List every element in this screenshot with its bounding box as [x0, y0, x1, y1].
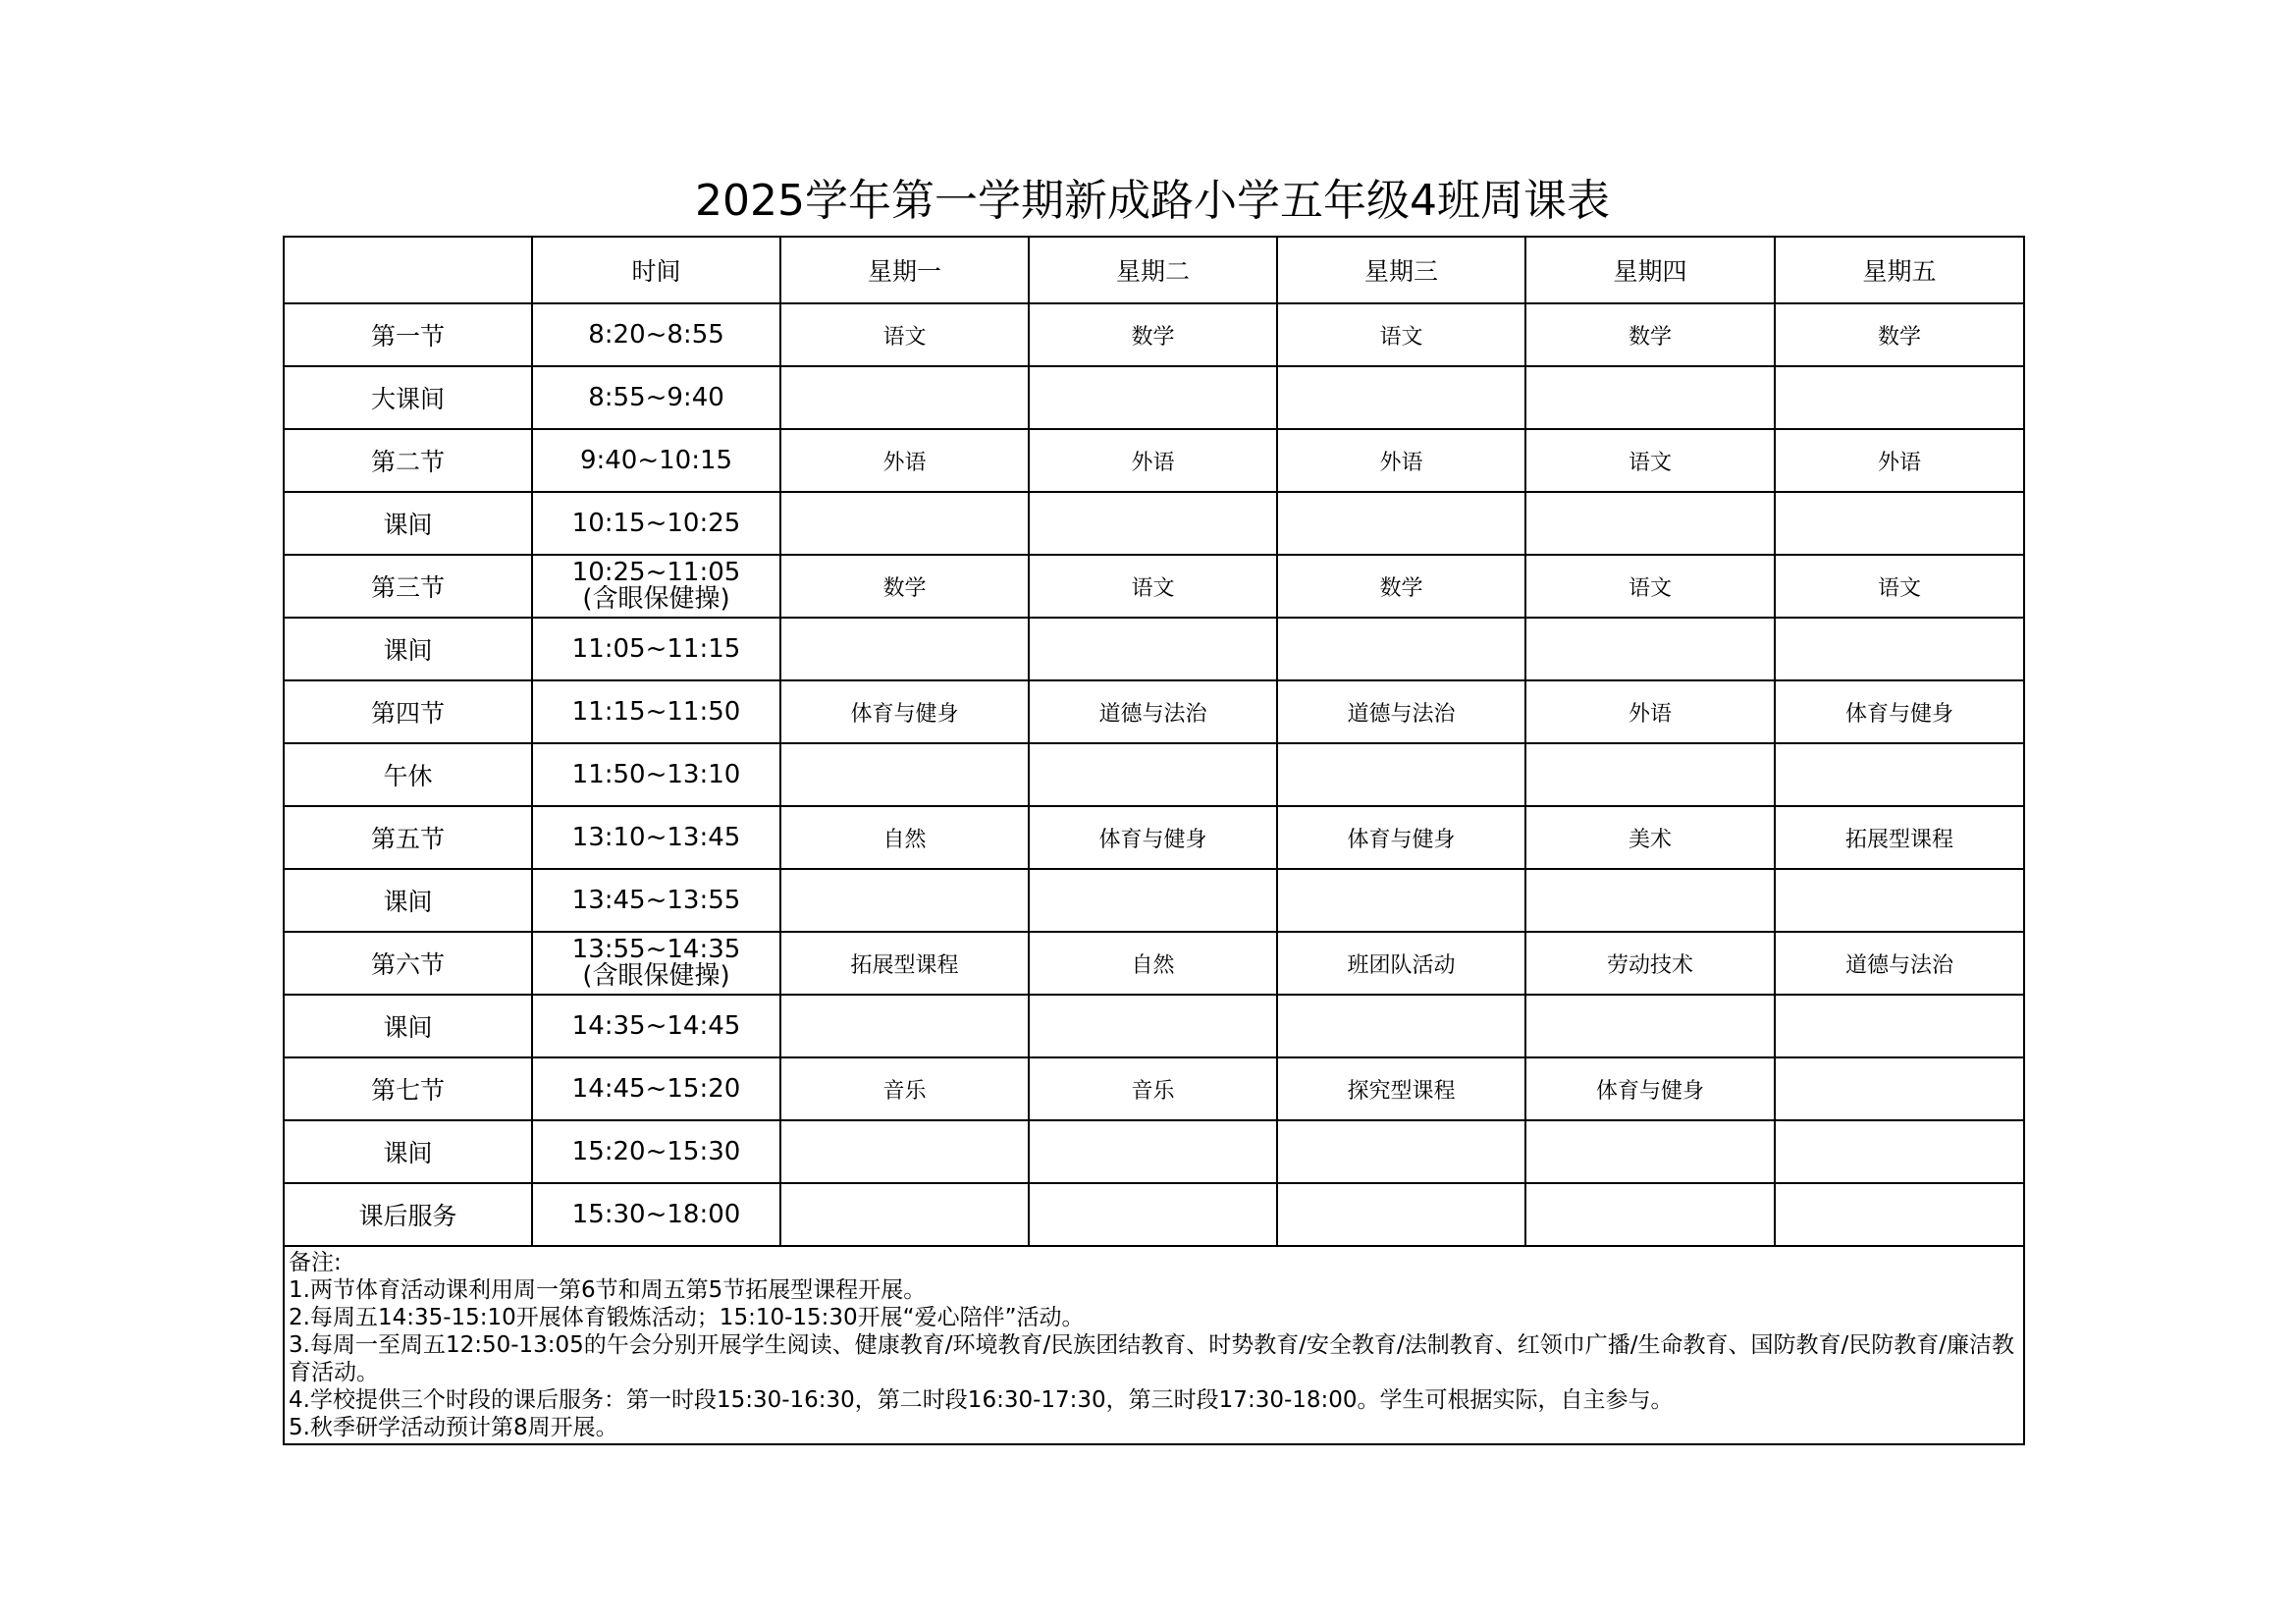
subject-cell-friday	[1775, 366, 2024, 429]
period-label: 课间	[284, 1120, 532, 1183]
time-range: 14:45~15:20	[571, 1073, 741, 1104]
time-cell	[532, 492, 780, 555]
time-range: 11:15~11:50	[571, 696, 741, 727]
time-cell	[532, 869, 780, 932]
time-cell	[532, 932, 780, 995]
time-range: 13:45~13:55	[571, 885, 741, 915]
subject-cell-thursday: 数学	[1525, 303, 1775, 366]
note-item: 3.每周一至周五12:50-13:05的午会分别开展学生阅读、健康教育/环境教育/民族团结教育、时势教育/安全教育/法制教育、红领巾广播/生命教育、国防教育/民防教育/廉洁教育活动。	[289, 1332, 2015, 1385]
period-label: 课间	[284, 995, 532, 1057]
subject-cell-thursday: 语文	[1525, 555, 1775, 618]
period-label: 课间	[284, 869, 532, 932]
period-label: 第四节	[284, 680, 532, 743]
schedule-row	[284, 555, 2024, 618]
subject-cell-wednesday: 道德与法治	[1277, 680, 1525, 743]
period-label: 课间	[284, 618, 532, 680]
subject-cell-friday: 体育与健身	[1775, 680, 2024, 743]
time-range: 9:40~10:15	[579, 445, 733, 475]
subject-cell-wednesday	[1277, 1183, 1525, 1246]
subject-cell-monday	[780, 618, 1029, 680]
subject-cell-friday: 拓展型课程	[1775, 806, 2024, 869]
time-cell	[532, 618, 780, 680]
header-day-friday: 星期五	[1775, 237, 2024, 303]
header-row	[284, 237, 2024, 303]
time-range: 15:20~15:30	[571, 1136, 741, 1166]
subject-cell-friday	[1775, 1057, 2024, 1120]
time-note: (含眼保健操)	[582, 584, 730, 614]
period-label: 第五节	[284, 806, 532, 869]
subject-cell-friday: 数学	[1775, 303, 2024, 366]
schedule-row	[284, 680, 2024, 743]
subject-cell-friday: 外语	[1775, 429, 2024, 492]
header-day-thursday: 星期四	[1525, 237, 1775, 303]
time-cell	[532, 1183, 780, 1246]
subject-cell-wednesday	[1277, 366, 1525, 429]
time-range: 8:20~8:55	[588, 319, 724, 350]
notes-row	[284, 1246, 2024, 1444]
time-cell	[532, 1057, 780, 1120]
time-cell	[532, 806, 780, 869]
subject-cell-thursday: 语文	[1525, 429, 1775, 492]
header-day-tuesday: 星期二	[1029, 237, 1277, 303]
time-range: 8:55~9:40	[588, 382, 724, 412]
subject-cell-wednesday	[1277, 618, 1525, 680]
schedule-row	[284, 1120, 2024, 1183]
subject-cell-wednesday	[1277, 743, 1525, 806]
subject-cell-monday: 拓展型课程	[780, 932, 1029, 995]
schedule-row	[284, 743, 2024, 806]
time-cell	[532, 995, 780, 1057]
subject-cell-tuesday	[1029, 869, 1277, 932]
note-item: 4.学校提供三个时段的课后服务：第一时段15:30-16:30，第二时段16:30-17:30，第三时段17:30-18:00。学生可根据实际，自主参与。	[289, 1387, 1674, 1413]
period-label: 第一节	[284, 303, 532, 366]
schedule-row	[284, 869, 2024, 932]
time-range: 14:35~14:45	[571, 1010, 741, 1041]
subject-cell-thursday	[1525, 995, 1775, 1057]
subject-cell-thursday	[1525, 869, 1775, 932]
subject-cell-thursday	[1525, 743, 1775, 806]
time-range: 10:15~10:25	[571, 508, 741, 538]
time-range: 11:50~13:10	[571, 759, 741, 789]
schedule-row	[284, 492, 2024, 555]
subject-cell-monday: 数学	[780, 555, 1029, 618]
subject-cell-wednesday: 探究型课程	[1277, 1057, 1525, 1120]
note-item: 2.每周五14:35-15:10开展体育锻炼活动；15:10-15:30开展“爱心陪伴”活动。	[289, 1305, 1085, 1330]
subject-cell-monday: 音乐	[780, 1057, 1029, 1120]
subject-cell-tuesday: 外语	[1029, 429, 1277, 492]
subject-cell-monday: 自然	[780, 806, 1029, 869]
period-label: 第六节	[284, 932, 532, 995]
schedule-row	[284, 806, 2024, 869]
schedule-table	[283, 236, 2025, 1445]
subject-cell-friday: 语文	[1775, 555, 2024, 618]
page-title: 2025学年第一学期新成路小学五年级4班周课表	[695, 176, 1610, 226]
time-range: 10:25~11:05	[571, 558, 741, 587]
subject-cell-monday	[780, 492, 1029, 555]
subject-cell-wednesday: 外语	[1277, 429, 1525, 492]
subject-cell-thursday	[1525, 366, 1775, 429]
subject-cell-wednesday	[1277, 492, 1525, 555]
subject-cell-monday	[780, 995, 1029, 1057]
time-range: 13:10~13:45	[571, 822, 741, 852]
subject-cell-tuesday	[1029, 492, 1277, 555]
subject-cell-friday	[1775, 743, 2024, 806]
time-note: (含眼保健操)	[582, 961, 730, 991]
subject-cell-tuesday: 语文	[1029, 555, 1277, 618]
subject-cell-monday	[780, 869, 1029, 932]
subject-cell-wednesday	[1277, 1120, 1525, 1183]
subject-cell-friday	[1775, 618, 2024, 680]
subject-cell-wednesday	[1277, 995, 1525, 1057]
subject-cell-monday	[780, 743, 1029, 806]
period-label: 第三节	[284, 555, 532, 618]
subject-cell-wednesday: 数学	[1277, 555, 1525, 618]
subject-cell-wednesday: 班团队活动	[1277, 932, 1525, 995]
subject-cell-tuesday	[1029, 1183, 1277, 1246]
subject-cell-tuesday	[1029, 618, 1277, 680]
subject-cell-tuesday: 数学	[1029, 303, 1277, 366]
subject-cell-wednesday	[1277, 869, 1525, 932]
subject-cell-tuesday: 音乐	[1029, 1057, 1277, 1120]
schedule-row	[284, 995, 2024, 1057]
time-cell	[532, 743, 780, 806]
subject-cell-thursday: 劳动技术	[1525, 932, 1775, 995]
subject-cell-friday: 道德与法治	[1775, 932, 2024, 995]
header-time: 时间	[532, 237, 780, 303]
subject-cell-monday: 外语	[780, 429, 1029, 492]
subject-cell-wednesday: 语文	[1277, 303, 1525, 366]
subject-cell-tuesday: 自然	[1029, 932, 1277, 995]
subject-cell-friday	[1775, 1120, 2024, 1183]
subject-cell-thursday	[1525, 1183, 1775, 1246]
time-cell	[532, 1120, 780, 1183]
subject-cell-tuesday: 道德与法治	[1029, 680, 1277, 743]
subject-cell-tuesday	[1029, 1120, 1277, 1183]
time-cell	[532, 555, 780, 618]
subject-cell-friday	[1775, 1183, 2024, 1246]
header-day-monday: 星期一	[780, 237, 1029, 303]
subject-cell-tuesday	[1029, 995, 1277, 1057]
subject-cell-friday	[1775, 492, 2024, 555]
schedule-row	[284, 932, 2024, 995]
note-item: 1.两节体育活动课利用周一第6节和周五第5节拓展型课程开展。	[289, 1277, 927, 1303]
time-cell	[532, 680, 780, 743]
period-label: 第七节	[284, 1057, 532, 1120]
subject-cell-friday	[1775, 869, 2024, 932]
subject-cell-monday: 体育与健身	[780, 680, 1029, 743]
header-blank-cell	[284, 237, 532, 303]
schedule-row	[284, 303, 2024, 366]
subject-cell-monday	[780, 1120, 1029, 1183]
schedule-row	[284, 1057, 2024, 1120]
schedule-row	[284, 1183, 2024, 1246]
time-cell	[532, 429, 780, 492]
notes-heading: 备注:	[289, 1250, 342, 1275]
period-label: 午休	[284, 743, 532, 806]
time-range: 15:30~18:00	[571, 1199, 741, 1229]
subject-cell-wednesday: 体育与健身	[1277, 806, 1525, 869]
subject-cell-monday	[780, 366, 1029, 429]
schedule-row	[284, 429, 2024, 492]
subject-cell-tuesday	[1029, 366, 1277, 429]
schedule-row	[284, 366, 2024, 429]
time-cell	[532, 366, 780, 429]
subject-cell-tuesday: 体育与健身	[1029, 806, 1277, 869]
subject-cell-thursday	[1525, 492, 1775, 555]
time-cell	[532, 303, 780, 366]
subject-cell-thursday: 体育与健身	[1525, 1057, 1775, 1120]
subject-cell-thursday	[1525, 618, 1775, 680]
subject-cell-monday	[780, 1183, 1029, 1246]
subject-cell-monday: 语文	[780, 303, 1029, 366]
period-label: 课后服务	[284, 1183, 532, 1246]
schedule-row	[284, 618, 2024, 680]
subject-cell-tuesday	[1029, 743, 1277, 806]
time-range: 13:55~14:35	[571, 935, 741, 964]
subject-cell-friday	[1775, 995, 2024, 1057]
notes-cell	[284, 1246, 2024, 1444]
schedule-body	[284, 303, 2024, 1246]
subject-cell-thursday: 美术	[1525, 806, 1775, 869]
period-label: 大课间	[284, 366, 532, 429]
period-label: 第二节	[284, 429, 532, 492]
subject-cell-thursday	[1525, 1120, 1775, 1183]
period-label: 课间	[284, 492, 532, 555]
subject-cell-thursday: 外语	[1525, 680, 1775, 743]
note-item: 5.秋季研学活动预计第8周开展。	[289, 1415, 618, 1440]
time-range: 11:05~11:15	[571, 633, 741, 664]
header-day-wednesday: 星期三	[1277, 237, 1525, 303]
